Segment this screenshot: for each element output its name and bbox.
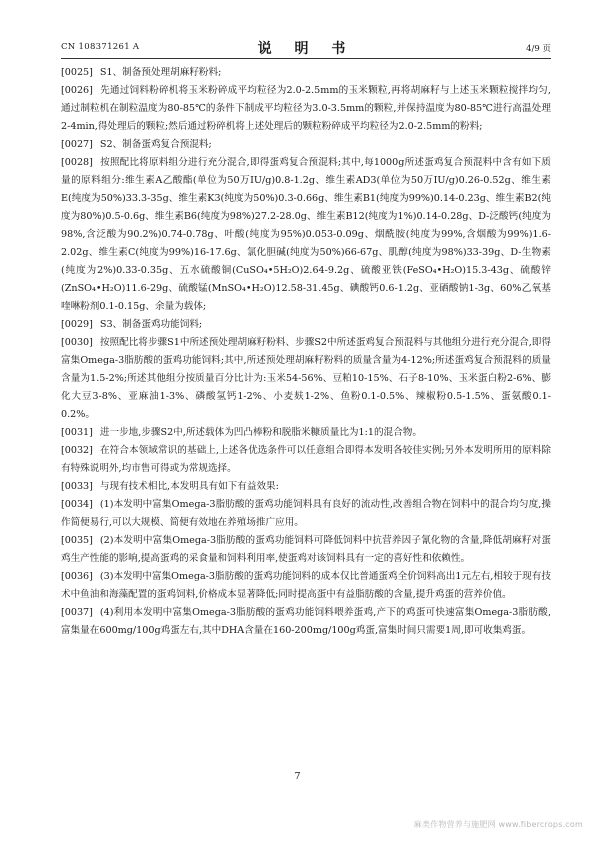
header-rule	[61, 58, 551, 59]
page-header	[61, 38, 551, 60]
paragraph	[61, 154, 551, 316]
paragraph-number: [0029]	[61, 319, 93, 330]
paragraph-number: [0025]	[61, 67, 93, 78]
paragraph	[61, 316, 551, 334]
paragraph-number: [0036]	[61, 571, 93, 582]
paragraph	[61, 82, 551, 136]
paragraph	[61, 424, 551, 442]
paragraph	[61, 442, 551, 478]
paragraph	[61, 334, 551, 424]
paragraph-number: [0034]	[61, 499, 93, 510]
paragraph-number: [0026]	[61, 85, 93, 96]
document-body	[61, 64, 551, 640]
paragraph-number: [0035]	[61, 535, 93, 546]
paragraph-number: [0028]	[61, 157, 93, 168]
paragraph-text: 按照配比将原料组分进行充分混合,即得蛋鸡复合预混料;其中,每1000g所述蛋鸡复合预混料中含有如下质量的原料组分:维生素A乙酸酯(单位为50万IU/g)0.8-1.2g、维生素AD3(单位为50万IU/g)0.26-0.52g、维生素E(纯度为50%)33.3-35g、维生素K3(纯度为50%)0.3-0.66g、维生素B1(纯度为99%)0.14-0.23g、维生素B2(纯度为80%)0.5-0.6g、维生素B6(纯度为98%)27.2-28.0g、维生素B12(纯度为1%)0.14-0.28g、D-泛酸钙(纯度为98%,含泛酸为90.2%)0.74-0.78g、叶酸(纯度为95%)0.053-0.09g、烟酰胺(纯度为99%,含烟酸为99%)1.6-2.02g、维生素C(纯度为99%)16-17.6g、氯化胆碱(纯度为50%)66-67g、肌醇(纯度为98%)33-39g、D-生物素(纯度为2%)0.33-0.35g、五水硫酸铜(CuSO₄•5H₂O)2.64-9.2g、硫酸亚铁(FeSO₄•H₂O)15.3-43g、硫酸锌(ZnSO₄•H₂O)11.6-29g、硫酸锰(MnSO₄•H₂O)12.58-31.45g、碘酸钙0.6-1.2g、亚硒酸钠1-3g、60%乙氧基喹啉粉剂0.1-0.15g、余量为载体;	[61, 157, 551, 312]
paragraph-number: [0027]	[61, 139, 93, 150]
paragraph-text: 与现有技术相比,本发明具有如下有益效果:	[99, 481, 279, 492]
paragraph-text: 按照配比将步骤S1中所述预处理胡麻籽粉料、步骤S2中所述蛋鸡复合预混料与其他组分进行充分混合,即得富集Omega-3脂肪酸的蛋鸡功能饲料;其中,所述预处理胡麻籽粉料的质量含量为4-12%;所述蛋鸡复合预混料的质量含量为1.5-2%;所述其他组分按质量百分比计为:玉米54-56%、豆粕10-15%、石子8-10%、玉米蛋白粉2-6%、膨化大豆3-8%、亚麻油1-3%、磷酸氢钙1-2%、小麦麸1-2%、鱼粉0.1-0.5%、辣椒粉0.5-1.5%、蛋氨酸0.1-0.2%。	[61, 337, 551, 420]
paragraph-number: [0037]	[61, 607, 93, 618]
paragraph	[61, 64, 551, 82]
paragraph	[61, 478, 551, 496]
paragraph-text: (3)本发明中富集Omega-3脂肪酸的蛋鸡功能饲料的成本仅比普通蛋鸡全价饲料高出1元左右,相较于现有技术中鱼油和海藻配置的蛋鸡饲料,价格成本显著降低;同时提高蛋中有益脂肪酸的含量,提升鸡蛋的营养价值。	[61, 571, 551, 600]
paragraph	[61, 604, 551, 640]
patent-number: CN 108371261 A	[61, 42, 140, 52]
paragraph-text: 先通过饲料粉碎机将玉米粉碎成平均粒径为2.0-2.5mm的玉米颗粒,再将胡麻籽与上述玉米颗粒搅拌均匀,通过制粒机在制粒温度为80-85℃的条件下制成平均粒径为3.0-3.5mm的颗粒,并保持温度为80-85℃进行高温处理2-4min,得处理后的颗粒;然后通过粉碎机将上述处理后的颗粒粉碎成平均粒径为2.0-2.5mm的粉料;	[61, 85, 551, 132]
paragraph	[61, 568, 551, 604]
paragraph	[61, 532, 551, 568]
page-number: 7	[294, 771, 301, 782]
paragraph-text: (2)本发明中富集Omega-3脂肪酸的蛋鸡功能饲料可降低饲料中抗营养因子氰化物的含量,降低胡麻籽对蛋鸡生产性能的影响,提高蛋鸡的采食量和饲料利用率,使蛋鸡对该饲料具有一定的喜好性和依赖性。	[61, 535, 551, 564]
paragraph-number: [0030]	[61, 337, 93, 348]
page-indicator: 4/9 页	[526, 44, 551, 54]
paragraph-number: [0032]	[61, 445, 93, 456]
paragraph-text: 进一步地,步骤S2中,所述载体为凹凸棒粉和脱脂米糠质量比为1:1的混合物。	[99, 427, 422, 438]
paragraph-text: 在符合本领域常识的基础上,上述各优选条件可以任意组合即得本发明各较佳实例;另外本发明所用的原料除有特殊说明外,均市售可得或为常规选择。	[61, 445, 551, 474]
document-title: 说 明 书	[257, 41, 355, 57]
watermark-text: 麻类作物营养与施肥网 www.fibercrops.com	[413, 820, 583, 829]
paragraph	[61, 136, 551, 154]
paragraph-text: (4)利用本发明中富集Omega-3脂肪酸的蛋鸡功能饲料喂养蛋鸡,产下的鸡蛋可快速富集Omega-3脂肪酸,富集量在600mg/100g鸡蛋左右,其中DHA含量在160-200mg/100g鸡蛋,富集时间只需要1周,即可收集鸡蛋。	[61, 607, 551, 636]
paragraph	[61, 496, 551, 532]
paragraph-text: S1、制备预处理胡麻籽粉料;	[99, 67, 222, 78]
paragraph-text: S2、制备蛋鸡复合预混料;	[99, 139, 212, 150]
paragraph-text: (1)本发明中富集Omega-3脂肪酸的蛋鸡功能饲料具有良好的流动性,改善组合物在饲料中的混合均匀度,操作简便易行,可以大规模、简便有效地在养殖场推广应用。	[61, 499, 551, 528]
paragraph-text: S3、制备蛋鸡功能饲料;	[99, 319, 203, 330]
paragraph-number: [0033]	[61, 481, 93, 492]
paragraph-number: [0031]	[61, 427, 93, 438]
